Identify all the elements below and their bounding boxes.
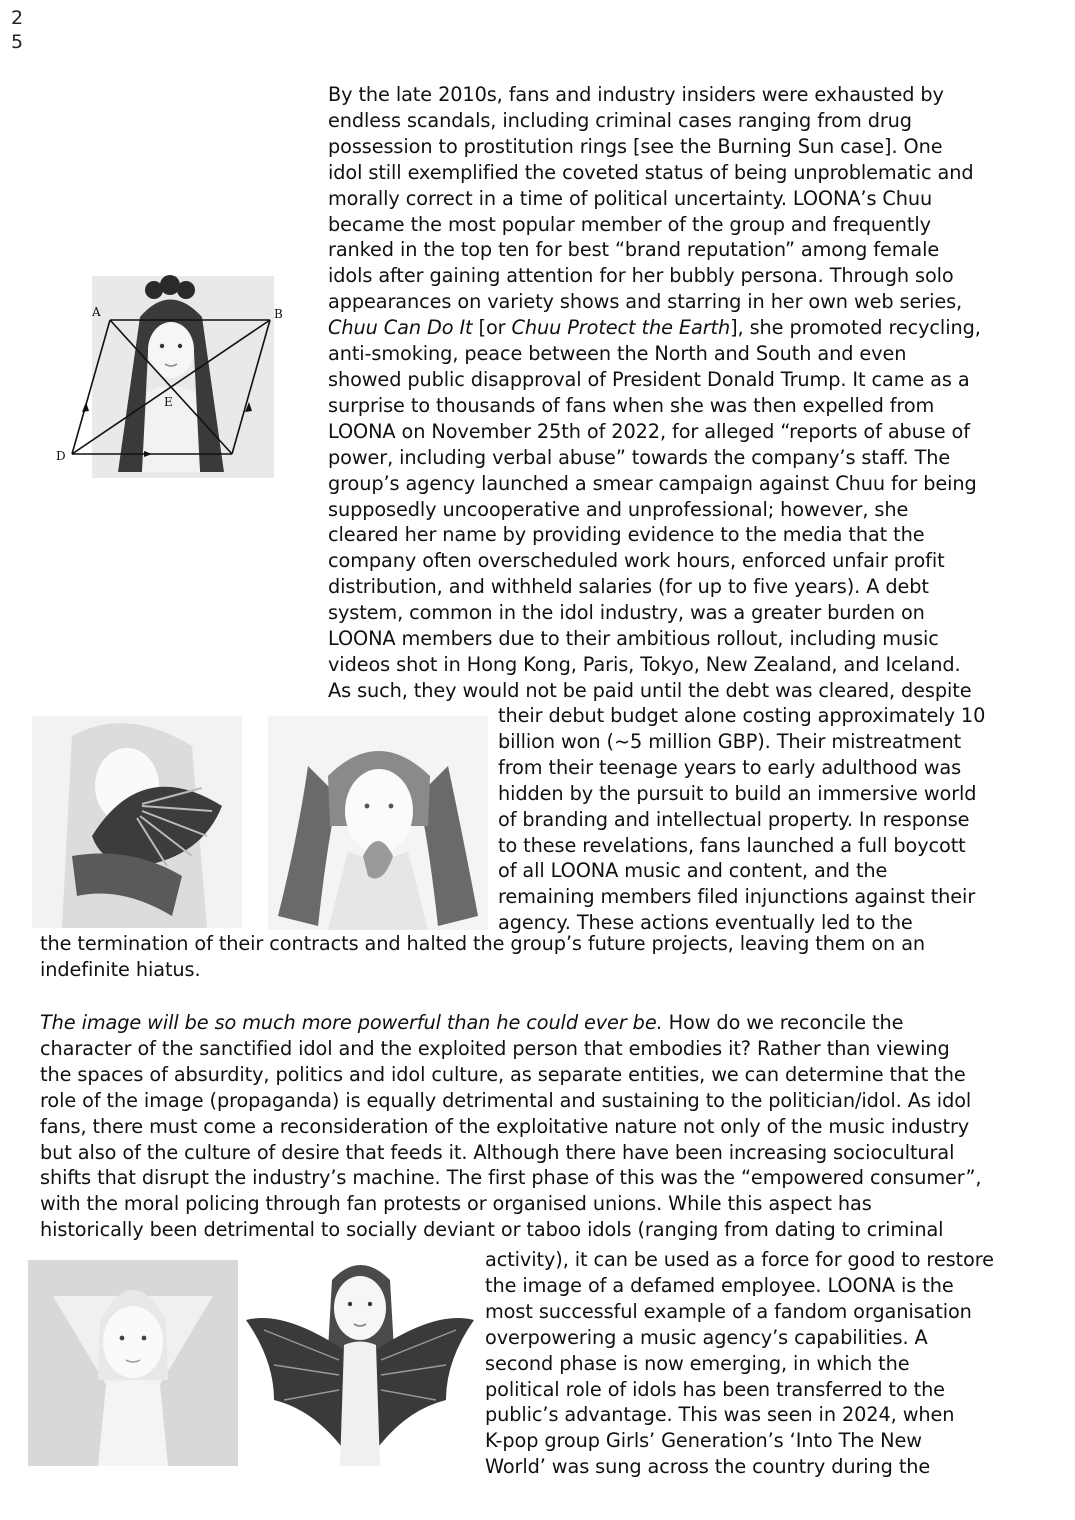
text-line: power, including verbal abuse” towards the company’s staff. The bbox=[328, 445, 951, 469]
text-line: public’s advantage. This was seen in 2024, when bbox=[485, 1403, 955, 1427]
diagram-portrait-image bbox=[52, 272, 292, 482]
text-line: system, common in the idol industry, was a greater burden on bbox=[328, 601, 925, 625]
text-line: videos shot in Hong Kong, Paris, Tokyo, New Zealand, and Iceland. bbox=[328, 652, 961, 676]
text-line: Chuu Can Do It [or Chuu Protect the Earth], she promoted recycling, bbox=[328, 316, 981, 340]
text-line: anti-smoking, peace between the North and South and even bbox=[328, 342, 907, 366]
text-line: remaining members filed injunctions against their bbox=[498, 885, 976, 909]
text-line: As such, they would not be paid until the debt was cleared, despite bbox=[328, 678, 972, 702]
paragraph-image-power bbox=[40, 1010, 981, 1243]
text-line: possession to prostitution rings [see the Burning Sun case]. One bbox=[328, 134, 943, 158]
text-line: hidden by the pursuit to build an immersive world bbox=[498, 781, 977, 805]
text-line: historically been detrimental to socially deviant or taboo idols (ranging from dating to criminal bbox=[40, 1218, 944, 1242]
text-line: political role of idols has been transferred to the bbox=[485, 1377, 945, 1401]
text-line: but also of the culture of desire that feeds it. Although there have been increasing sociocultural bbox=[40, 1140, 955, 1164]
web-series-title: Chuu Can Do It bbox=[328, 316, 473, 340]
quote-italic: The image will be so much more powerful than he could ever be. bbox=[40, 1011, 663, 1034]
text-line: agency. These actions eventually led to the bbox=[498, 911, 913, 935]
text-line: surprise to thousands of fans when she was then expelled from bbox=[328, 393, 935, 417]
paragraph-fandom-force bbox=[485, 1247, 994, 1480]
text-line: supposedly uncooperative and unprofessional; however, she bbox=[328, 497, 909, 521]
page-number-digit: 2 bbox=[10, 7, 24, 29]
text-line: most successful example of a fandom organisation bbox=[485, 1299, 972, 1323]
text-line: the termination of their contracts and halted the group’s future projects, leaving them on an bbox=[40, 932, 926, 955]
text-line: their debut budget alone costing approximately 10 bbox=[498, 704, 986, 727]
text-line: idols after gaining attention for her bubbly persona. Through solo bbox=[328, 264, 954, 288]
text-line: of all LOONA music and content, and the bbox=[498, 859, 888, 883]
diagram-label-b: B bbox=[274, 307, 283, 321]
wings-portrait-image bbox=[244, 1250, 476, 1466]
text-line: of branding and intellectual property. In response bbox=[498, 807, 970, 831]
text-line: distribution, and withheld salaries (for up to five years). A debt bbox=[328, 575, 929, 599]
text-line: appearances on variety shows and starring in her own web series, bbox=[328, 290, 963, 314]
text-line: the image of a defamed employee. LOONA is the bbox=[485, 1273, 954, 1297]
text-line: the spaces of absurdity, politics and idol culture, as separate entities, we can determine that the bbox=[40, 1062, 966, 1086]
text-line: group’s agency launched a smear campaign against Chuu for being bbox=[328, 471, 977, 495]
text-line: overpowering a music agency’s capabilities. A bbox=[485, 1325, 928, 1349]
triangle-portrait-image bbox=[28, 1260, 238, 1466]
text-line: role of the image (propaganda) is equally detrimental and sustaining to the politician/idol. As idol bbox=[40, 1088, 972, 1112]
text-line: ranked in the top ten for best “brand reputation” among female bbox=[328, 238, 940, 262]
web-series-alt-title: Chuu Protect the Earth bbox=[511, 316, 731, 340]
text-line: endless scandals, including criminal cases ranging from drug bbox=[328, 108, 912, 132]
text-line: showed public disapproval of President Donald Trump. It came as a bbox=[328, 367, 970, 391]
text-line: company often overscheduled work hours, enforced unfair profit bbox=[328, 549, 945, 573]
shell-portrait-image bbox=[32, 716, 242, 928]
text-line: from their teenage years to early adulthood was bbox=[498, 755, 962, 779]
text-line: became the most popular member of the group and frequently bbox=[328, 212, 931, 236]
paragraph-chuu-scandal bbox=[328, 82, 981, 704]
text-line: indefinite hiatus. bbox=[40, 957, 201, 981]
paragraph-debut-budget bbox=[498, 703, 985, 936]
pigtails-portrait-image bbox=[268, 716, 488, 930]
page-number bbox=[10, 6, 24, 54]
text-line: idol still exemplified the coveted status of being unproblematic and bbox=[328, 160, 974, 184]
diagram-label-e: E bbox=[164, 395, 173, 409]
text-line: World’ was sung across the country during the bbox=[485, 1455, 931, 1479]
text-line: billion won (~5 million GBP). Their mistreatment bbox=[498, 729, 962, 753]
text-line: K-pop group Girls’ Generation’s ‘Into The New bbox=[485, 1429, 922, 1453]
text-line: The image will be so much more powerful than he could ever be. How do we reconcile the bbox=[40, 1011, 904, 1034]
text-line: LOONA on November 25th of 2022, for alleged “reports of abuse of bbox=[328, 419, 970, 443]
text-line: to these revelations, fans launched a full boycott bbox=[498, 833, 966, 857]
text-line: second phase is now emerging, in which the bbox=[485, 1351, 910, 1375]
text-line: character of the sanctified idol and the exploited person that embodies it? Rather than viewing bbox=[40, 1036, 950, 1060]
text-line: morally correct in a time of political uncertainty. LOONA’s Chuu bbox=[328, 186, 933, 210]
page-number-digit: 5 bbox=[10, 31, 24, 53]
text-line: with the moral policing through fan protests or organised unions. While this aspect has bbox=[40, 1192, 872, 1216]
text-line: cleared her name by providing evidence to the media that the bbox=[328, 523, 925, 547]
diagram-label-a: A bbox=[92, 305, 101, 319]
text-line: LOONA members due to their ambitious rollout, including music bbox=[328, 627, 939, 651]
text-line: fans, there must come a reconsideration of the exploitative nature not only of the music industry bbox=[40, 1114, 970, 1138]
text-line: activity), it can be used as a force for good to restore bbox=[485, 1248, 994, 1271]
text-line: By the late 2010s, fans and industry insiders were exhausted by bbox=[328, 83, 944, 106]
paragraph-termination bbox=[40, 931, 925, 983]
text-line: shifts that disrupt the industry’s machine. The first phase of this was the “empowered consumer”, bbox=[40, 1166, 982, 1190]
diagram-label-d: D bbox=[56, 449, 66, 463]
